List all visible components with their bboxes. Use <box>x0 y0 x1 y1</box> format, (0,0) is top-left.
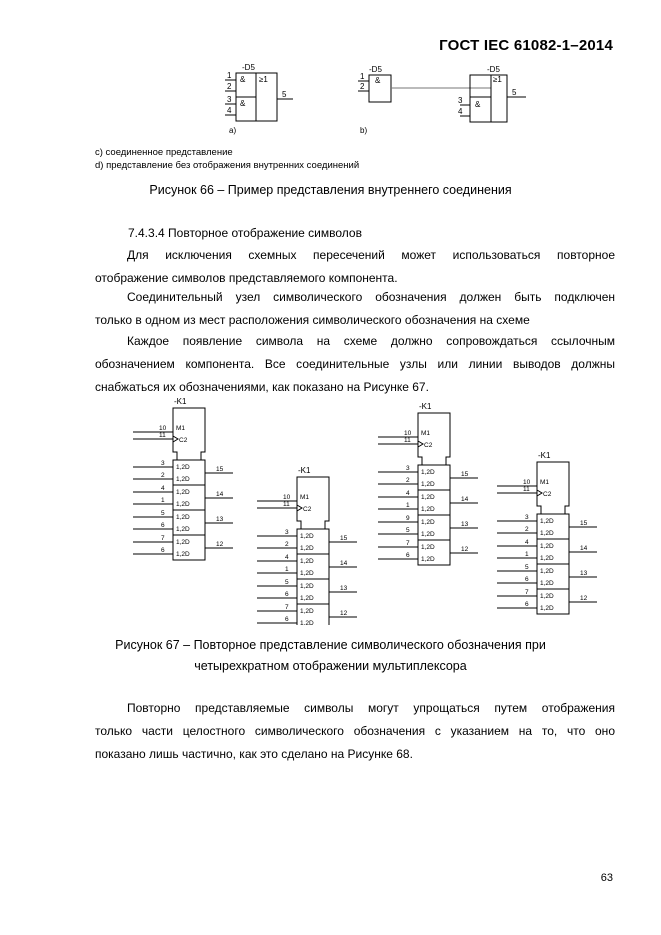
fig67-symbol-2-cell-3-label-a: 1,2D <box>300 608 314 615</box>
fig67-symbol-3-out-pin-3: 12 <box>461 546 469 553</box>
fig67-symbol-3-control-block <box>418 413 450 465</box>
fig67-symbol-3-cell-2-label-a: 1,2D <box>421 519 435 526</box>
fig67-symbol-3-cell-0-label-a: 1,2D <box>421 469 435 476</box>
fig67-symbol-3-in-pin-0: 3 <box>406 465 410 472</box>
fig67-symbol-1-ctrl-pin-10: 10 <box>159 425 167 432</box>
fig67-symbol-3-cell-3-label-a: 1,2D <box>421 544 435 551</box>
fig67-symbol-2-out-pin-0: 15 <box>340 535 348 542</box>
fig67-symbol-2-cell-2-label-a: 1,2D <box>300 583 314 590</box>
fig67-symbol-1-in-pin-7: 6 <box>161 547 165 554</box>
fig67-symbol-4-cell-0-label-b: 1,2D <box>540 530 554 537</box>
fig66a-ge: ≥1 <box>259 75 268 84</box>
fig67-symbol-1-in-pin-5: 6 <box>161 522 165 529</box>
fig66a-pin4: 4 <box>227 106 232 115</box>
fig66-note-c: с) соединенное представление <box>95 147 233 158</box>
fig67-symbol-3-ctrl-pin-11: 11 <box>404 437 411 444</box>
fig66-note-d: d) представление без отображения внутренних соединений <box>95 160 360 171</box>
paragraph-3-line-3: снабжаться их обозначениями, как показано на Рисунке 67. <box>95 380 429 394</box>
fig67-symbol-1-in-pin-6: 7 <box>161 535 165 542</box>
fig66a-pin1: 1 <box>227 71 232 80</box>
fig67-symbol-1-out-pin-3: 12 <box>216 541 224 548</box>
paragraph-2-line-1: Соединительный узел символического обозначения должен быть подключен <box>127 290 615 304</box>
fig67-symbol-4-in-pin-4: 5 <box>525 564 529 571</box>
figure-67-caption-line-2: четырехкратном отображении мультиплексора <box>194 659 467 673</box>
fig67-symbol-3-in-pin-3: 1 <box>406 502 410 509</box>
fig67-symbol-4-cell-1-label-a: 1,2D <box>540 543 554 550</box>
fig67-symbol-2-in-pin-1: 2 <box>285 541 289 548</box>
fig67-symbol-4-c2-label: C2 <box>543 491 552 498</box>
figure-67-diagram <box>0 395 661 625</box>
fig67-symbol-3-in-pin-6: 7 <box>406 540 410 547</box>
fig67-symbol-4-cell-2-label-a: 1,2D <box>540 568 554 575</box>
fig67-symbol-4-out-pin-3: 12 <box>580 595 588 602</box>
fig67-symbol-2-clock-icon <box>297 505 302 511</box>
fig67-symbol-3-cell-2-label-b: 1,2D <box>421 531 435 538</box>
fig67-symbol-1-cell-1-label-b: 1,2D <box>176 501 190 508</box>
fig66b-pin1: 1 <box>360 72 365 81</box>
page-number: 63 <box>600 872 613 884</box>
fig67-symbol-1-in-pin-4: 5 <box>161 510 165 517</box>
fig67-symbol-2-name: -K1 <box>298 466 311 475</box>
fig67-symbol-1-out-pin-1: 14 <box>216 491 224 498</box>
fig66b-ge: ≥1 <box>493 75 502 84</box>
fig67-symbol-1-in-pin-2: 4 <box>161 485 165 492</box>
fig67-symbol-1-cell-3-label-b: 1,2D <box>176 551 190 558</box>
fig67-symbol-4-in-pin-1: 2 <box>525 526 529 533</box>
document-code-header: ГОСТ IEC 61082-1–2014 <box>439 37 613 54</box>
fig67-symbol-3-in-pin-4: 9 <box>406 515 410 522</box>
fig67-symbol-2-cell-0-label-a: 1,2D <box>300 533 314 540</box>
fig67-symbol-4-ctrl-pin-10: 10 <box>523 479 531 486</box>
section-heading: 7.4.3.4 Повторное отображение символов <box>128 226 362 240</box>
fig67-symbol-4-out-pin-1: 14 <box>580 545 588 552</box>
fig67-symbol-4-cell-2-label-b: 1,2D <box>540 580 554 587</box>
fig67-symbol-2-in-pin-7: 6 <box>285 616 289 623</box>
fig66b-out: 5 <box>512 88 517 97</box>
paragraph-2-line-2: только в одном из мест расположения символического обозначения на схеме <box>95 313 530 327</box>
fig66a-out: 5 <box>282 90 287 99</box>
fig66b-name1: -D5 <box>369 65 382 74</box>
fig67-symbol-3-out-pin-2: 13 <box>461 521 469 528</box>
fig67-symbol-2-cell-1-label-a: 1,2D <box>300 558 314 565</box>
fig67-symbol-4-cell-3-label-b: 1,2D <box>540 605 554 612</box>
closing-paragraph <box>95 697 615 766</box>
fig67-symbol-3-cell-0-label-b: 1,2D <box>421 481 435 488</box>
fig67-symbol-2-cell-0-label-b: 1,2D <box>300 545 314 552</box>
fig67-symbol-1-in-pin-3: 1 <box>161 497 165 504</box>
paragraph-1 <box>95 244 615 290</box>
fig67-symbol-4-clock-icon <box>537 490 542 496</box>
figure-66-caption: Рисунок 66 – Пример представления внутреннего соединения <box>149 183 512 197</box>
fig67-symbol-2-in-pin-6: 7 <box>285 604 289 611</box>
fig67-symbol-4-in-pin-3: 1 <box>525 551 529 558</box>
paragraph-3-line-1: Каждое появление символа на схеме должно сопровождаться ссылочным <box>127 334 615 348</box>
fig67-symbol-3-cell-3-label-b: 1,2D <box>421 556 435 563</box>
fig67-symbol-4-cell-0-label-a: 1,2D <box>540 518 554 525</box>
fig67-symbol-1-m1-label: M1 <box>176 425 186 432</box>
fig67-symbol-1-in-pin-0: 3 <box>161 460 165 467</box>
fig67-symbol-2-in-pin-3: 1 <box>285 566 289 573</box>
fig67-symbol-2-in-pin-5: 6 <box>285 591 289 598</box>
fig66b-pin2: 2 <box>360 82 365 91</box>
paragraph-3-line-2: обозначением компонента. Все соединительные узлы или линии выводов должны <box>95 357 615 371</box>
fig67-symbol-3-c2-label: C2 <box>424 442 433 449</box>
fig66a-pin2: 2 <box>227 82 232 91</box>
fig67-symbol-2-in-pin-4: 5 <box>285 579 289 586</box>
closing-line-3: показано лишь частично, как это сделано на Рисунке 68. <box>95 747 413 761</box>
fig67-symbol-1-cell-2-label-b: 1,2D <box>176 526 190 533</box>
fig67-symbol-1-cell-0-label-a: 1,2D <box>176 464 190 471</box>
fig66b-pin4: 4 <box>458 107 463 116</box>
fig67-symbol-1-out-pin-2: 13 <box>216 516 224 523</box>
fig67-symbol-3-ctrl-pin-10: 10 <box>404 430 412 437</box>
fig67-symbol-4-name: -K1 <box>538 451 551 460</box>
fig67-symbol-4-cell-3-label-a: 1,2D <box>540 593 554 600</box>
fig67-symbol-3-in-pin-2: 4 <box>406 490 410 497</box>
fig67-symbol-4-ctrl-pin-11: 11 <box>523 486 530 493</box>
fig67-symbol-3-m1-label: M1 <box>421 430 431 437</box>
fig67-symbol-4-in-pin-0: 3 <box>525 514 529 521</box>
fig67-symbol-3-cell-1-label-a: 1,2D <box>421 494 435 501</box>
fig67-symbol-1-control-block <box>173 408 205 460</box>
fig67-symbol-2-cell-2-label-b: 1,2D <box>300 595 314 602</box>
fig66b-and1: & <box>375 76 381 85</box>
fig67-symbol-1-c2-label: C2 <box>179 437 188 444</box>
paragraph-1-line-1: Для исключения схемных пересечений может использоваться повторное <box>127 248 615 262</box>
figure-67-caption-line-1: Рисунок 67 – Повторное представление символического обозначения при <box>115 638 546 652</box>
fig67-symbol-4-out-pin-0: 15 <box>580 520 588 527</box>
closing-line-2: только части целостного символического обозначения с указанием на то, что оно <box>95 724 615 738</box>
fig66a-label: a) <box>229 126 237 135</box>
fig67-symbol-4-control-block <box>537 462 569 514</box>
fig66a-name: -D5 <box>242 63 255 72</box>
fig67-symbol-2-in-pin-2: 4 <box>285 554 289 561</box>
fig67-symbol-2-ctrl-pin-10: 10 <box>283 494 291 501</box>
fig66a-pin3: 3 <box>227 95 232 104</box>
fig67-symbol-2-out-pin-2: 13 <box>340 585 348 592</box>
fig67-symbol-2-ctrl-pin-11: 11 <box>283 501 290 508</box>
fig67-symbol-1-clock-icon <box>173 436 178 442</box>
fig67-symbol-4-in-pin-6: 7 <box>525 589 529 596</box>
fig67-symbol-4-in-pin-2: 4 <box>525 539 529 546</box>
fig67-symbol-3-cell-1-label-b: 1,2D <box>421 506 435 513</box>
fig67-symbol-2-out-pin-3: 12 <box>340 610 348 617</box>
fig67-symbol-4-cell-1-label-b: 1,2D <box>540 555 554 562</box>
fig67-symbol-2-cell-1-label-b: 1,2D <box>300 570 314 577</box>
fig66b-pin3: 3 <box>458 96 463 105</box>
fig67-symbol-1-cell-1-label-a: 1,2D <box>176 489 190 496</box>
fig67-symbol-1-ctrl-pin-11: 11 <box>159 432 166 439</box>
fig67-symbol-3-clock-icon <box>418 441 423 447</box>
fig67-symbol-2-cell-3-label-b: 1,2D <box>300 620 314 625</box>
fig67-symbol-2-c2-label: C2 <box>303 506 312 513</box>
fig67-symbol-4-m1-label: M1 <box>540 479 550 486</box>
fig67-symbol-3-in-pin-1: 2 <box>406 477 410 484</box>
figure-66-diagram <box>0 0 661 150</box>
fig67-symbol-3-in-pin-5: 5 <box>406 527 410 534</box>
fig67-symbol-3-out-pin-0: 15 <box>461 471 469 478</box>
fig67-symbol-1-cell-0-label-b: 1,2D <box>176 476 190 483</box>
fig67-symbol-2-in-pin-0: 3 <box>285 529 289 536</box>
fig67-symbol-2-m1-label: M1 <box>300 494 310 501</box>
paragraph-1-line-2: отображение символов представляемого компонента. <box>95 271 398 285</box>
fig67-symbol-4-out-pin-2: 13 <box>580 570 588 577</box>
fig67-symbol-1-cell-2-label-a: 1,2D <box>176 514 190 521</box>
fig67-symbol-2-out-pin-1: 14 <box>340 560 348 567</box>
fig66b-label: b) <box>360 126 368 135</box>
fig67-symbol-4-in-pin-5: 6 <box>525 576 529 583</box>
fig66b-and2: & <box>475 100 481 109</box>
paragraph-2 <box>95 286 615 332</box>
fig66b-name2: -D5 <box>487 65 500 74</box>
closing-line-1: Повторно представляемые символы могут упрощаться путем отображения <box>127 701 615 715</box>
fig67-symbol-1-in-pin-1: 2 <box>161 472 165 479</box>
fig67-symbol-1-cell-3-label-a: 1,2D <box>176 539 190 546</box>
fig67-symbol-3-name: -K1 <box>419 402 432 411</box>
fig66a-and: & <box>240 75 246 84</box>
fig67-symbol-1-out-pin-0: 15 <box>216 466 224 473</box>
fig67-symbol-1-name: -K1 <box>174 397 187 406</box>
fig66a-and2: & <box>240 99 246 108</box>
fig67-symbol-3-out-pin-1: 14 <box>461 496 469 503</box>
paragraph-3 <box>95 330 615 399</box>
fig67-symbol-4-in-pin-7: 6 <box>525 601 529 608</box>
fig67-symbol-2-control-block <box>297 477 329 529</box>
fig67-symbol-3-in-pin-7: 6 <box>406 552 410 559</box>
